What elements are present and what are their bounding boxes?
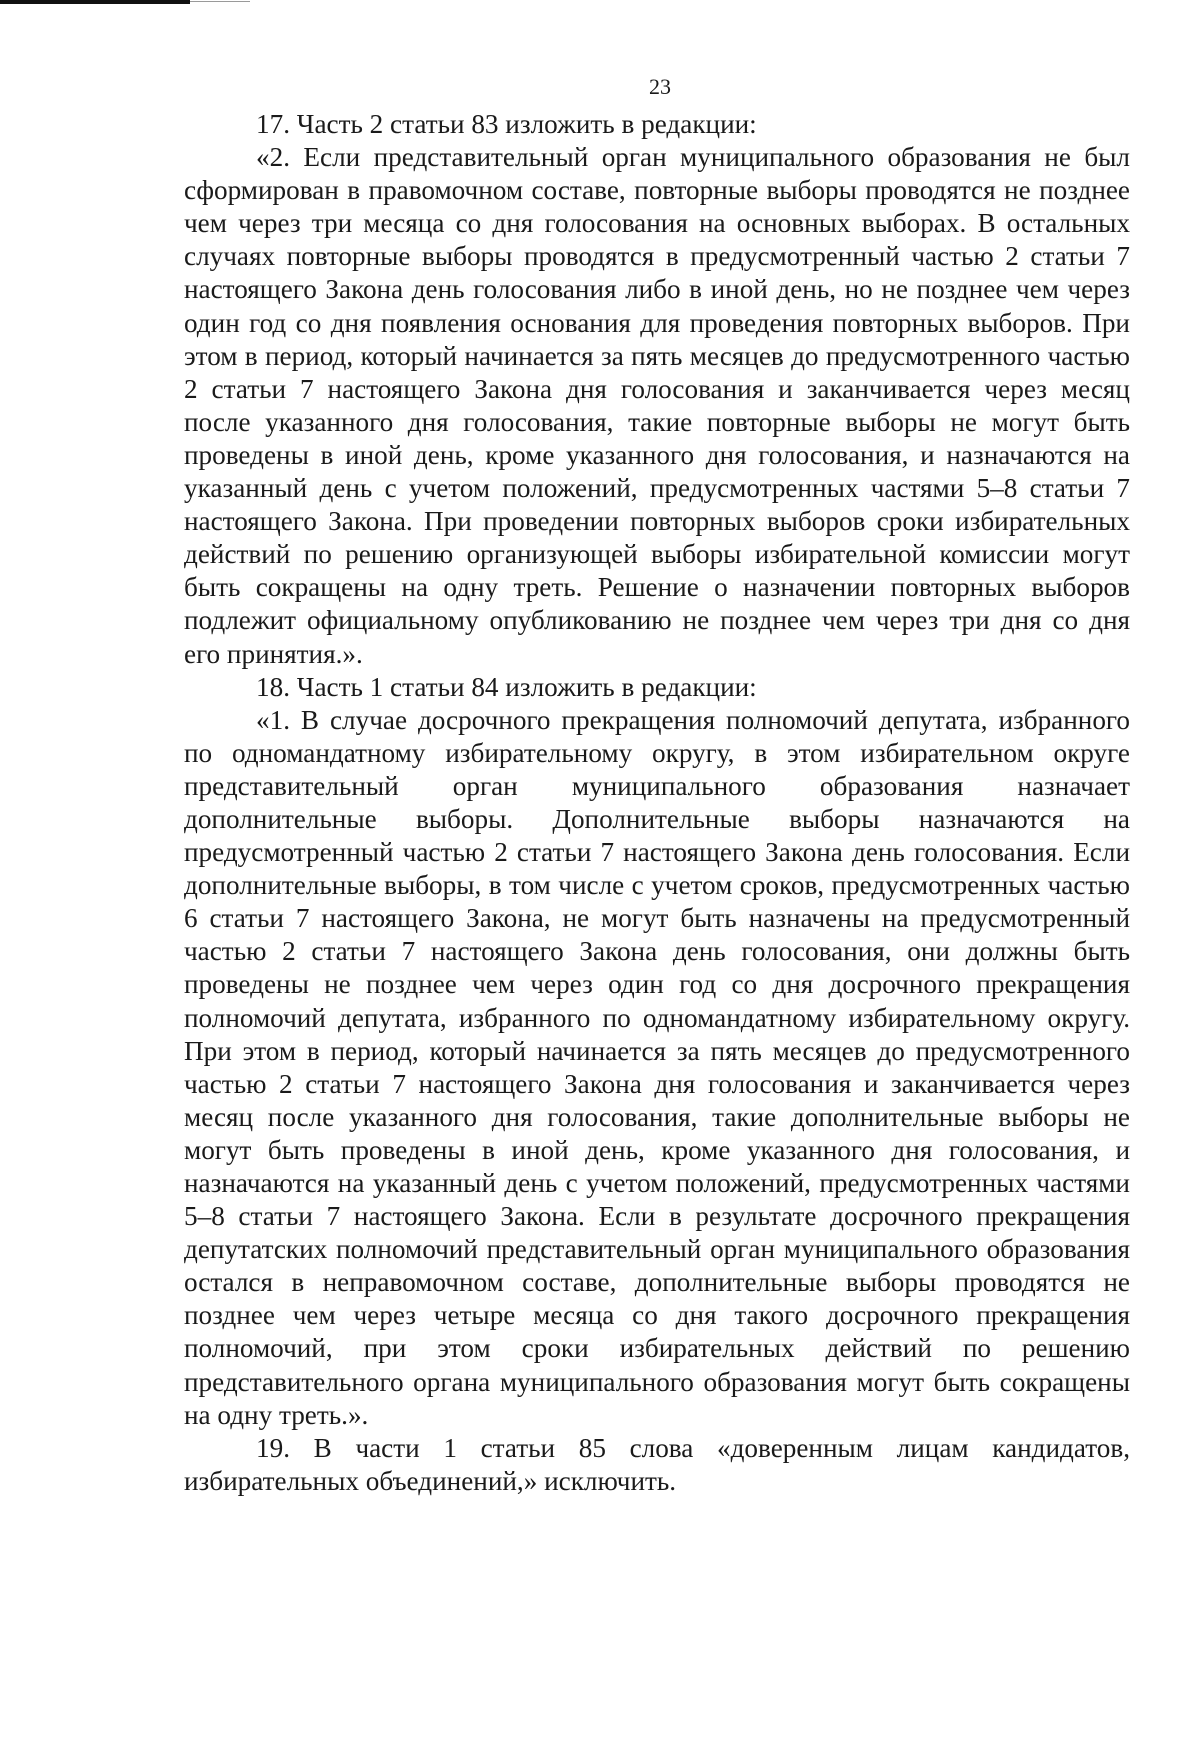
paragraph-item-17-heading: 17. Часть 2 статьи 83 изложить в редакции: [256, 109, 757, 139]
scan-edge-mark [0, 0, 190, 4]
page-number: 23 [649, 74, 671, 99]
paragraph-item-18-heading: 18. Часть 1 статьи 84 изложить в редакции: [256, 671, 757, 702]
document-body [184, 108, 1130, 1498]
paragraph-item-18-text: «1. В случае досрочного прекращения полномочий депутата, избранного по одномандатному избирательному округу, в этом избирательном округе представительный орган муниципального образования назначает дополнительные выборы. Дополнительные выборы назначаются на предусмотренный частью 2 статьи 7 настоящего Закона день голосования. Если дополнительные выборы, в том числе с учетом сроков, предусмотренных частью 6 статьи 7 настоящего Закона, не могут быть назначены на предусмотренный частью 2 статьи 7 настоящего Закона день голосования, они должны быть проведены не позднее чем через один год со дня досрочного прекращения полномочий депутата, избранного по одномандатному избирательному округу. При этом в период, который начинается за пять месяцев до предусмотренного частью 2 статьи 7 настоящего Закона дня голосования и заканчивается через месяц после указанного дня голосования, такие дополнительные выборы не могут быть проведены в иной день, кроме указанного дня голосования, и назначаются на указанный день с учетом положений, предусмотренных частями 5–8 статьи 7 настоящего Закона. Если в результате досрочного прекращения депутатских полномочий представительный орган муниципального образования остался в неправомочном составе, дополнительные выборы проводятся не позднее чем через четыре месяца со дня такого досрочного прекращения полномочий, при этом сроки избирательных действий по решению представительного органа муниципального образования могут быть сокращены на одну треть.». [184, 704, 1130, 1430]
paragraph-item-17-text: «2. Если представительный орган муниципального образования не был сформирован в правомочном составе, повторные выборы проводятся не позднее чем через три месяца со дня голосования на основных выборах. В остальных случаях повторные выборы проводятся в предусмотренный частью 2 статьи 7 настоящего Закона день голосования либо в иной день, но не позднее чем через один год со дня появления основания для проведения повторных выборов. При этом в период, который начинается за пять месяцев до предусмотренного частью 2 статьи 7 настоящего Закона дня голосования и заканчивается через месяц после указанного дня голосования, такие повторные выборы не могут быть проведены в иной день, кроме указанного дня голосования, и назначаются на указанный день с учетом положений, предусмотренных частями 5–8 статьи 7 настоящего Закона. При проведении повторных выборов сроки избирательных действий по решению организующей выборы избирательной комиссии могут быть сокращены на одну треть. Решение о назначении повторных выборов подлежит официальному опубликованию не позднее чем через три дня со дня его принятия.». [184, 142, 1130, 669]
paragraph-item-19: 19. В части 1 статьи 85 слова «доверенным лицам кандидатов, избирательных объединений,» исключить. [184, 1432, 1130, 1496]
scan-edge-line [190, 1, 250, 2]
